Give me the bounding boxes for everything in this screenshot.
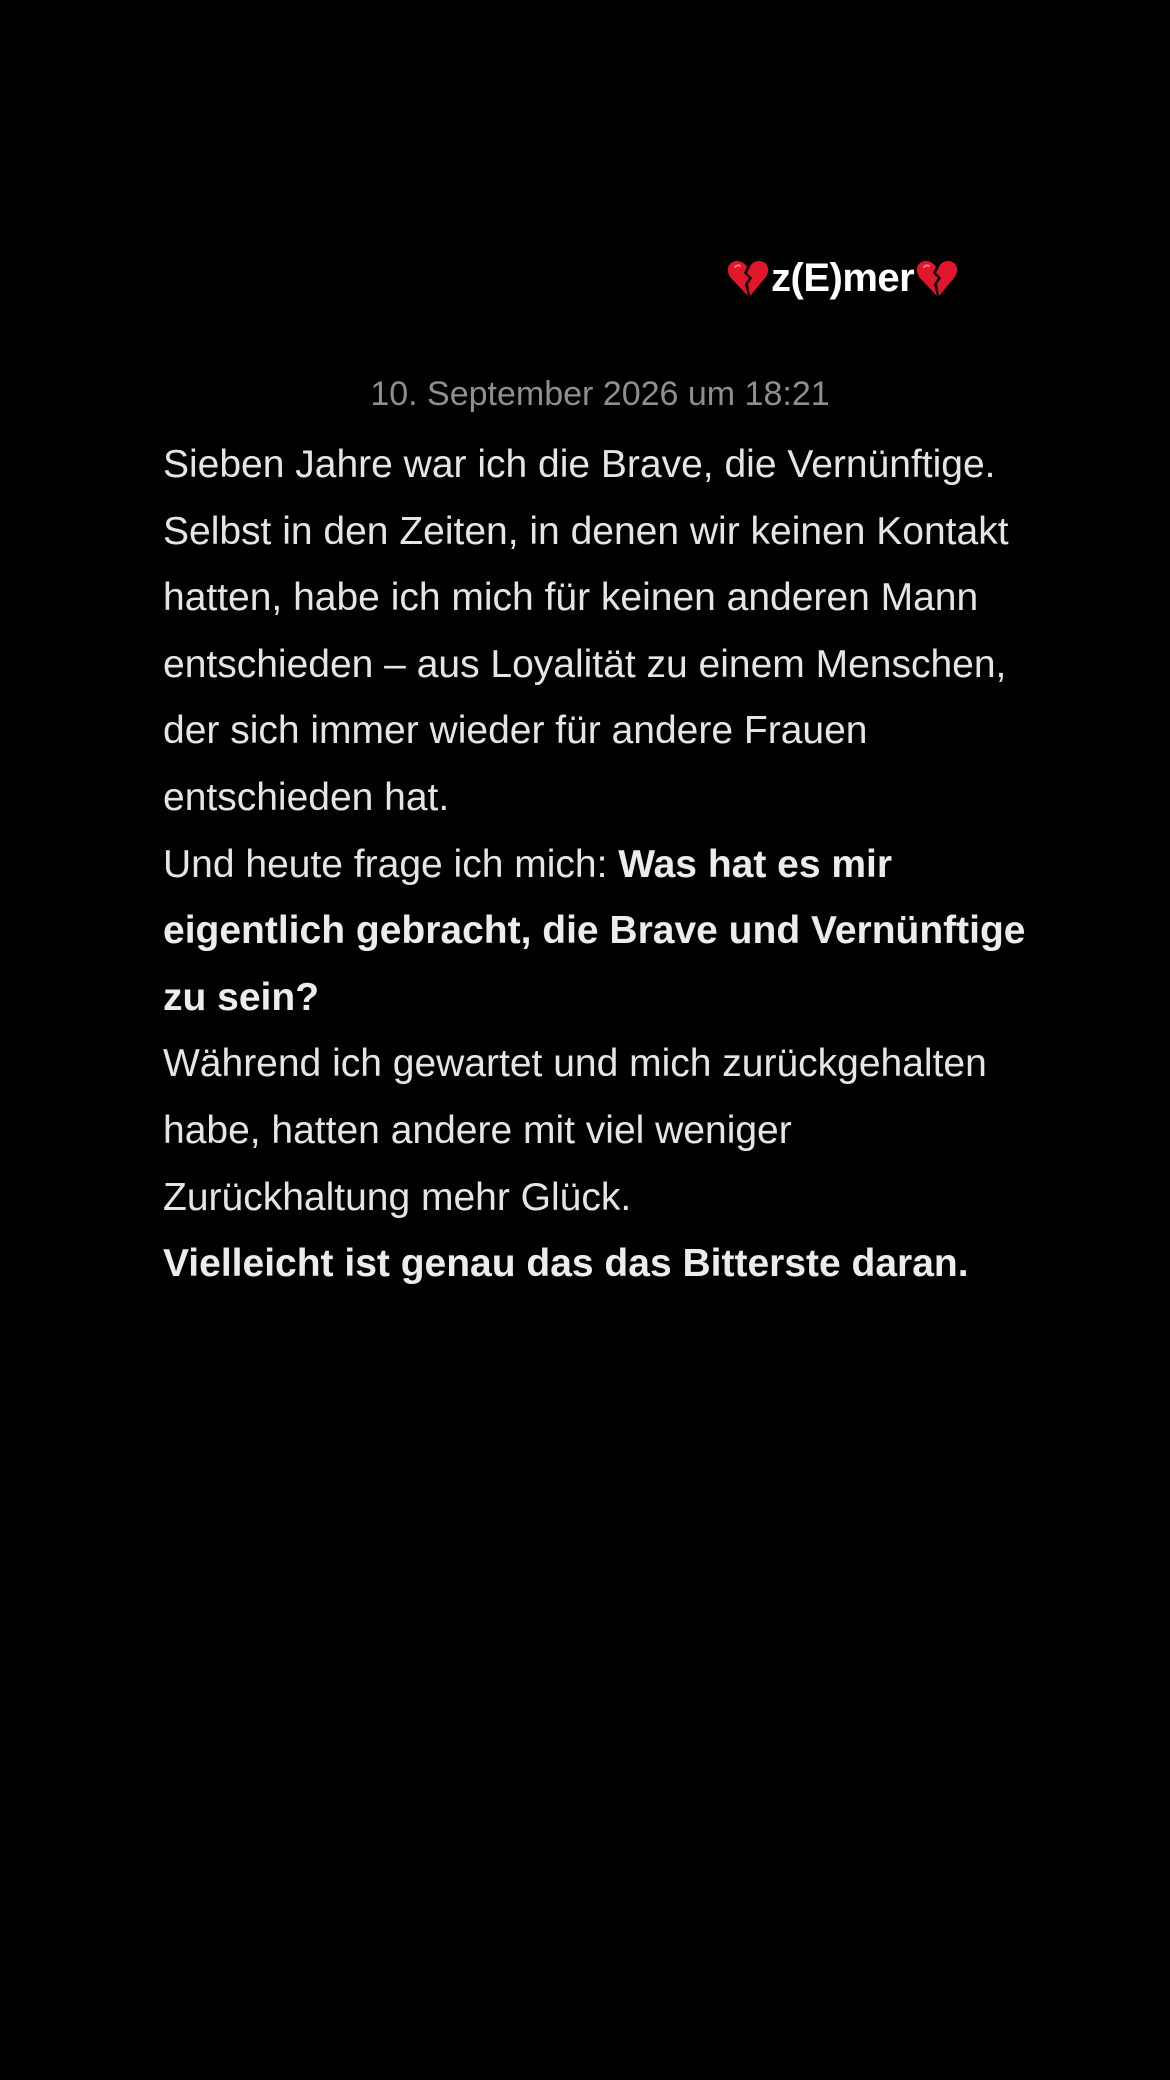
note-title xyxy=(726,252,959,304)
note-paragraph xyxy=(163,1231,1043,1298)
note-paragraph: Während ich gewartet und mich zurückgehalten habe, hatten andere mit viel weniger Zurückhaltung mehr Glück. xyxy=(163,1042,987,1219)
note-title-text: z(E)mer xyxy=(771,256,915,300)
broken-heart-icon xyxy=(915,256,959,300)
note-bold-text: Vielleicht ist genau das das Bitterste daran. xyxy=(163,1242,969,1286)
note-paragraph xyxy=(163,832,1043,1032)
note-bold-text: Was hat es mir eigentlich gebracht, die Brave und Vernünftige zu sein? xyxy=(163,842,1026,1019)
note-body[interactable] xyxy=(163,432,1043,1298)
note-timestamp: 10. September 2026 um 18:21 xyxy=(370,375,830,413)
broken-heart-icon xyxy=(726,256,770,300)
note-paragraph: Sieben Jahre war ich die Brave, die Vernünftige. Selbst in den Zeiten, in denen wir keinen Kontakt hatten, habe ich mich für keinen anderen Mann entschieden – aus Loyalität zu einem Menschen, der sich immer wieder für andere Frauen entschieden hat. xyxy=(163,443,1009,819)
note-text: Und heute frage ich mich: xyxy=(163,842,619,886)
